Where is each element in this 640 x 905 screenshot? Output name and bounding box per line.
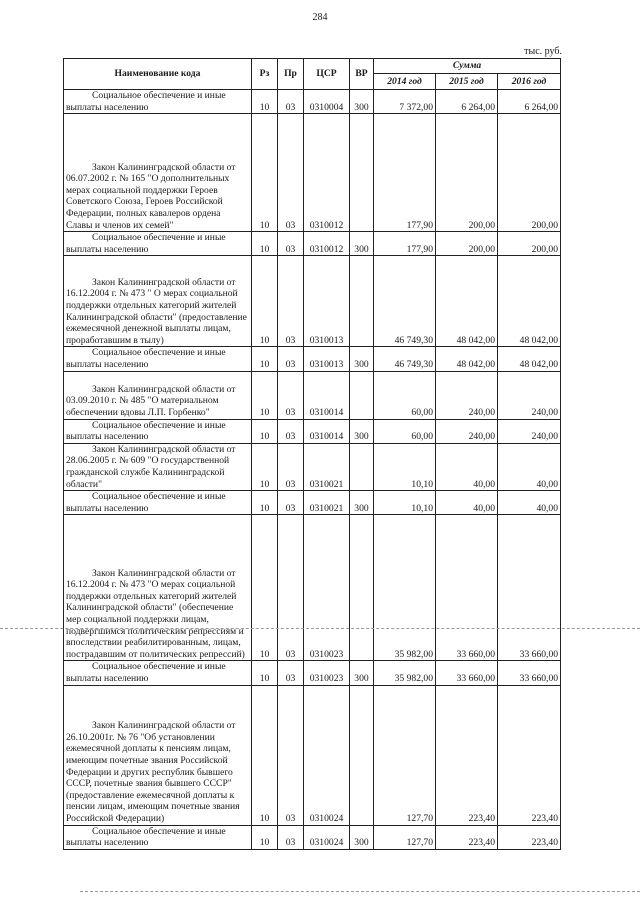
table-row — [64, 371, 561, 419]
row-pr: 03 — [278, 443, 304, 490]
table-row — [64, 419, 561, 443]
row-amount-2014: 46 749,30 — [374, 347, 436, 371]
row-rz: 10 — [252, 419, 278, 443]
row-amount-2015: 240,00 — [436, 419, 498, 443]
row-rz: 10 — [252, 825, 278, 849]
row-amount-2016: 48 042,00 — [498, 256, 561, 347]
row-pr: 03 — [278, 825, 304, 849]
row-csr: 0310024 — [304, 825, 350, 849]
row-vr: 300 — [350, 419, 374, 443]
row-name: Социальное обеспечение и иные выплаты населению — [64, 491, 252, 515]
row-name: Социальное обеспечение и иные выплаты населению — [64, 825, 252, 849]
column-header-year-2014: 2014 год — [374, 73, 436, 89]
row-vr: 300 — [350, 661, 374, 685]
row-csr: 0310012 — [304, 114, 350, 232]
row-name: Социальное обеспечение и иные выплаты населению — [64, 232, 252, 256]
row-name: Социальное обеспечение и иные выплаты населению — [64, 90, 252, 114]
row-amount-2015: 40,00 — [436, 491, 498, 515]
row-amount-2015: 6 264,00 — [436, 90, 498, 114]
row-vr: 300 — [350, 90, 374, 114]
row-amount-2014: 177,90 — [374, 114, 436, 232]
row-amount-2016: 240,00 — [498, 419, 561, 443]
row-amount-2015: 33 660,00 — [436, 515, 498, 661]
row-name: Закон Калининградской области от 16.12.2004 г. № 473 " О мерах социальной поддержки отдельных категорий жителей Калининградской области" (предоставление ежемесячной денежной выплаты лицам, проработавшим в тылу) — [64, 256, 252, 347]
table-row — [64, 685, 561, 825]
column-header-year-2016: 2016 год — [498, 73, 561, 89]
column-header-pr: Пр — [278, 59, 304, 90]
row-csr: 0310023 — [304, 515, 350, 661]
row-name: Социальное обеспечение и иные выплаты населению — [64, 347, 252, 371]
row-amount-2014: 46 749,30 — [374, 256, 436, 347]
row-amount-2016: 223,40 — [498, 825, 561, 849]
row-amount-2014: 127,70 — [374, 825, 436, 849]
scan-artifact-line — [80, 891, 640, 892]
row-amount-2015: 33 660,00 — [436, 661, 498, 685]
row-rz: 10 — [252, 371, 278, 419]
row-amount-2016: 33 660,00 — [498, 661, 561, 685]
row-amount-2015: 48 042,00 — [436, 347, 498, 371]
row-pr: 03 — [278, 256, 304, 347]
row-rz: 10 — [252, 256, 278, 347]
table-row — [64, 443, 561, 490]
column-header-rz: Рз — [252, 59, 278, 90]
row-pr: 03 — [278, 419, 304, 443]
row-pr: 03 — [278, 90, 304, 114]
row-amount-2016: 48 042,00 — [498, 347, 561, 371]
row-rz: 10 — [252, 685, 278, 825]
scan-artifact-line — [0, 628, 640, 629]
row-rz: 10 — [252, 491, 278, 515]
row-amount-2016: 6 264,00 — [498, 90, 561, 114]
table-row — [64, 661, 561, 685]
row-amount-2015: 223,40 — [436, 825, 498, 849]
row-csr: 0310024 — [304, 685, 350, 825]
row-rz: 10 — [252, 443, 278, 490]
row-vr: 300 — [350, 347, 374, 371]
row-name: Закон Калининградской области от 16.12.2004 г. № 473 "О мерах социальной поддержки отдельных категорий жителей Калининградской области" (обеспечение мер социальной поддержки лицам, подвергшимся политическим репрессиям и впоследствии реабилитированным, лицам, пострадавшим от политических репрессий) — [64, 515, 252, 661]
row-amount-2015: 240,00 — [436, 371, 498, 419]
row-csr: 0310021 — [304, 443, 350, 490]
row-csr: 0310013 — [304, 256, 350, 347]
row-vr — [350, 685, 374, 825]
row-amount-2014: 10,10 — [374, 443, 436, 490]
table-row — [64, 232, 561, 256]
row-amount-2016: 33 660,00 — [498, 515, 561, 661]
row-vr: 300 — [350, 232, 374, 256]
row-name: Закон Калининградской области от 06.07.2002 г. № 165 "О дополнительных мерах социальной поддержки Героев Советского Союза, Героев Российской Федерации, полных кавалеров ордена Славы и членов их семей" — [64, 114, 252, 232]
page-number: 284 — [312, 12, 328, 23]
row-csr: 0310013 — [304, 347, 350, 371]
row-amount-2015: 200,00 — [436, 232, 498, 256]
row-amount-2015: 200,00 — [436, 114, 498, 232]
row-amount-2015: 223,40 — [436, 685, 498, 825]
row-rz: 10 — [252, 90, 278, 114]
row-rz: 10 — [252, 347, 278, 371]
table-row — [64, 256, 561, 347]
row-amount-2014: 7 372,00 — [374, 90, 436, 114]
row-pr: 03 — [278, 232, 304, 256]
row-amount-2014: 60,00 — [374, 371, 436, 419]
row-amount-2016: 223,40 — [498, 685, 561, 825]
row-amount-2014: 127,70 — [374, 685, 436, 825]
table-row — [64, 515, 561, 661]
row-amount-2014: 60,00 — [374, 419, 436, 443]
row-vr — [350, 114, 374, 232]
row-name: Закон Калининградской области от 28.06.2005 г. № 609 "О государственной гражданской службе Калининградской области" — [64, 443, 252, 490]
table-row — [64, 491, 561, 515]
row-csr: 0310014 — [304, 419, 350, 443]
column-header-name: Наименование кода — [64, 59, 252, 90]
row-amount-2016: 200,00 — [498, 114, 561, 232]
table-row — [64, 114, 561, 232]
row-rz: 10 — [252, 232, 278, 256]
table-row — [64, 347, 561, 371]
row-pr: 03 — [278, 515, 304, 661]
row-pr: 03 — [278, 114, 304, 232]
column-header-csr: ЦСР — [304, 59, 350, 90]
row-vr — [350, 256, 374, 347]
table-row — [64, 825, 561, 849]
row-csr: 0310004 — [304, 90, 350, 114]
row-amount-2014: 177,90 — [374, 232, 436, 256]
row-name: Социальное обеспечение и иные выплаты населению — [64, 661, 252, 685]
row-amount-2015: 48 042,00 — [436, 256, 498, 347]
budget-table — [63, 58, 561, 850]
row-csr: 0310014 — [304, 371, 350, 419]
row-rz: 10 — [252, 661, 278, 685]
row-amount-2014: 10,10 — [374, 491, 436, 515]
row-vr: 300 — [350, 825, 374, 849]
row-amount-2014: 35 982,00 — [374, 515, 436, 661]
row-name: Социальное обеспечение и иные выплаты населению — [64, 419, 252, 443]
units-label: тыс. руб. — [524, 46, 562, 57]
row-csr: 0310021 — [304, 491, 350, 515]
row-amount-2016: 240,00 — [498, 371, 561, 419]
column-header-year-2015: 2015 год — [436, 73, 498, 89]
column-header-sum: Сумма — [374, 59, 561, 74]
row-csr: 0310012 — [304, 232, 350, 256]
row-amount-2016: 40,00 — [498, 491, 561, 515]
row-vr — [350, 443, 374, 490]
row-pr: 03 — [278, 347, 304, 371]
row-pr: 03 — [278, 491, 304, 515]
row-amount-2016: 40,00 — [498, 443, 561, 490]
row-name: Закон Калининградской области от 26.10.2001г. № 76 "Об установлении ежемесячной доплаты к пенсиям лицам, имеющим почетные звания Российской Федерации и других республик бывшего СССР, почетные звания бывшего СССР" (предоставление ежемесячной доплаты к пенсии лицам, имеющим почетные звания Российской Федерации) — [64, 685, 252, 825]
row-name: Закон Калининградской области от 03.09.2010 г. № 485 "О материальном обеспечении вдовы Л.П. Горбенко" — [64, 371, 252, 419]
row-rz: 10 — [252, 114, 278, 232]
row-pr: 03 — [278, 661, 304, 685]
table-row — [64, 90, 561, 114]
row-rz: 10 — [252, 515, 278, 661]
row-vr — [350, 515, 374, 661]
row-amount-2016: 200,00 — [498, 232, 561, 256]
row-vr: 300 — [350, 491, 374, 515]
row-pr: 03 — [278, 685, 304, 825]
row-amount-2015: 40,00 — [436, 443, 498, 490]
column-header-vr: ВР — [350, 59, 374, 90]
row-amount-2014: 35 982,00 — [374, 661, 436, 685]
row-csr: 0310023 — [304, 661, 350, 685]
row-vr — [350, 371, 374, 419]
row-pr: 03 — [278, 371, 304, 419]
